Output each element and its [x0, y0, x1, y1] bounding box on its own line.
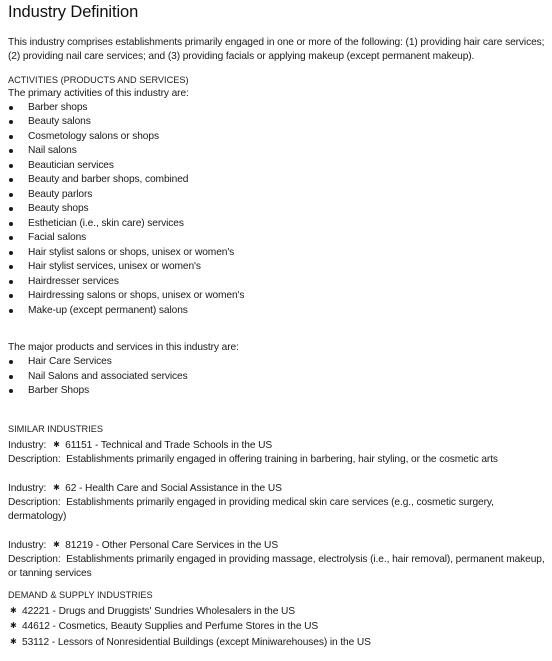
description-label: Description:	[8, 453, 61, 465]
similar-industry-link[interactable]: 61151 - Technical and Trade Schools in the US	[65, 439, 273, 451]
products-section	[8, 341, 239, 399]
list-item: Cosmetology salons or shops	[8, 130, 244, 145]
industry-label: Industry:	[8, 439, 47, 451]
bullet-icon: ✱	[10, 621, 17, 631]
similar-industry-description: Establishments primarily engaged in offering training in barbering, hair styling, or the cosmetic arts	[66, 453, 498, 465]
demand-industry-link[interactable]: 44612 - Cosmetics, Beauty Supplies and Perfume Stores in the US	[22, 621, 319, 633]
list-item: Beauty parlors	[8, 188, 244, 203]
list-item: Nail salons	[8, 144, 244, 159]
similar-industry-item	[8, 438, 552, 467]
list-item	[8, 635, 371, 651]
list-item: Facial salons	[8, 231, 244, 246]
activities-heading: ACTIVITIES (PRODUCTS AND SERVICES)	[8, 75, 189, 85]
list-item: Make-up (except permanent) salons	[8, 304, 244, 319]
list-item: Barber Shops	[8, 384, 239, 399]
similar-industry-item	[8, 538, 552, 581]
industry-definition-text: This industry comprises establishments primarily engaged in one or more of the following: (1) providing hair care services; (2) providing nail care services; and (3) providing facials or applying makeup (except permanent makeup).	[8, 37, 545, 62]
bullet-icon: ✱	[53, 539, 60, 549]
list-item: Barber shops	[8, 101, 244, 116]
similar-industry-description: Establishments primarily engaged in providing medical skin care services (e.g., cosmetic surgery, dermatology)	[8, 496, 494, 522]
list-item: Hair stylist salons or shops, unisex or women's	[8, 246, 244, 261]
industry-label: Industry:	[8, 539, 47, 551]
similar-industries-section	[8, 423, 552, 581]
bullet-icon: ✱	[10, 636, 17, 646]
list-item: Beauty salons	[8, 115, 244, 130]
bullet-icon: ✱	[53, 482, 60, 492]
similar-industry-description: Establishments primarily engaged in providing massage, electrolysis (i.e., hair removal), permanent makeup, or tanning services	[8, 553, 545, 579]
list-item: Beautician services	[8, 159, 244, 174]
activities-list	[8, 101, 244, 319]
list-item	[8, 619, 371, 635]
similar-industry-item	[8, 481, 552, 524]
demand-supply-heading: DEMAND & SUPPLY INDUSTRIES	[8, 590, 153, 600]
list-item: Hairdressing salons or shops, unisex or women's	[8, 289, 244, 304]
activities-section	[8, 74, 244, 318]
description-label: Description:	[8, 553, 61, 565]
similar-industry-link[interactable]: 81219 - Other Personal Care Services in the US	[65, 539, 279, 551]
demand-industry-link[interactable]: 42221 - Drugs and Druggists' Sundries Wholesalers in the US	[22, 605, 295, 617]
industry-label: Industry:	[8, 482, 47, 494]
activities-intro: The primary activities of this industry are:	[8, 87, 189, 99]
page-title: Industry Definition	[8, 3, 139, 21]
description-label: Description:	[8, 496, 61, 508]
list-item: Hair stylist services, unisex or women's	[8, 260, 244, 275]
list-item: Nail Salons and associated services	[8, 370, 239, 385]
bullet-icon: ✱	[53, 439, 60, 449]
list-item: Beauty shops	[8, 202, 244, 217]
list-item: Esthetician (i.e., skin care) services	[8, 217, 244, 232]
products-list	[8, 355, 239, 399]
list-item: Hair Care Services	[8, 355, 239, 370]
similar-industry-link[interactable]: 62 - Health Care and Social Assistance in the US	[65, 482, 282, 494]
bullet-icon: ✱	[10, 605, 17, 615]
demand-supply-section	[8, 589, 371, 650]
similar-industries-heading: SIMILAR INDUSTRIES	[8, 424, 103, 434]
list-item	[8, 604, 371, 620]
list-item: Hairdresser services	[8, 275, 244, 290]
products-intro: The major products and services in this industry are:	[8, 342, 239, 353]
list-item: Beauty and barber shops, combined	[8, 173, 244, 188]
demand-industry-link[interactable]: 53112 - Lessors of Nonresidential Buildings (except Miniwarehouses) in the US	[22, 636, 371, 648]
